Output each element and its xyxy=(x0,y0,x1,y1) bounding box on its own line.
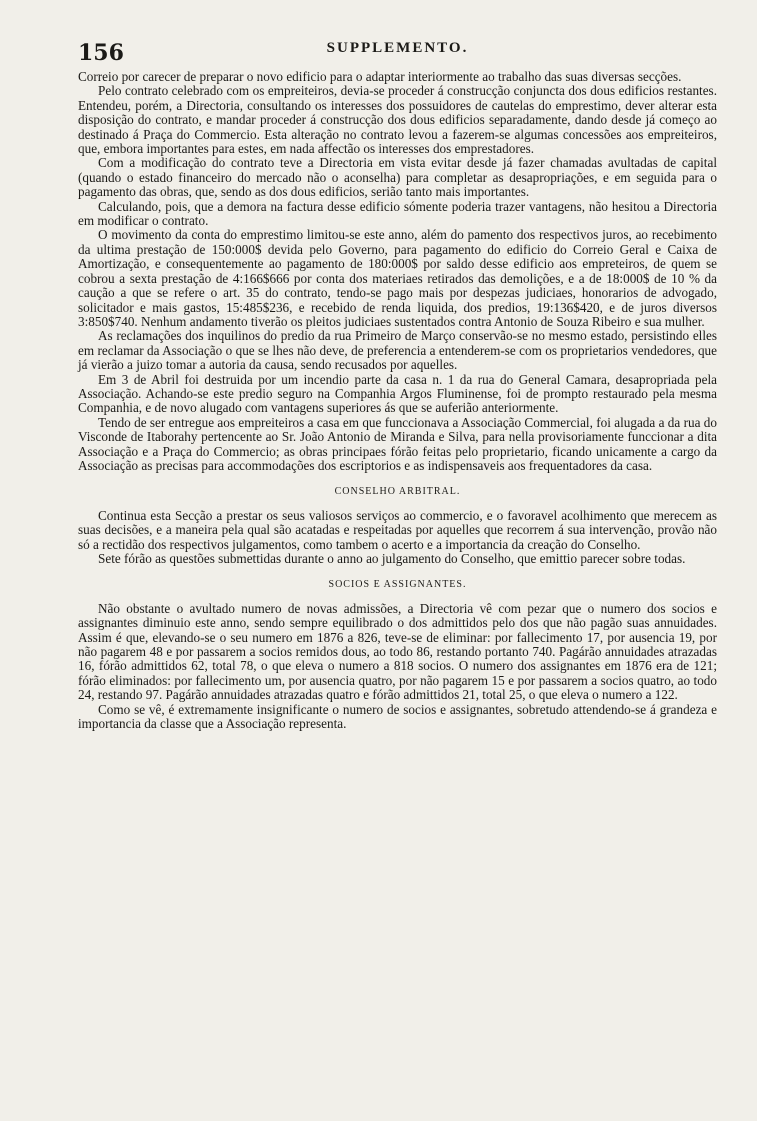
paragraph: Não obstante o avultado numero de novas admissões, a Directoria vê com pezar que o numero dos socios e assignantes diminuio este anno, sendo sempre equilibrado o dos admittidos pelo dos que não pagão suas annuidades. Assim é que, elevando-se o seu numero em 1876 a 826, teve-se de eliminar: por fallecimento 17, por ausencia 19, por não pagarem 48 e por passarem a socios remidos dous, ao todo 86, restando portanto 740. Pagárão annuidades atrazadas 16, fórão admittidos 62, total 78, o que eleva o numero a 818 socios. O numero dos assignantes em 1876 era de 121; fórão eliminados: por fallecimento um, por ausencia quatro, por não pagarem 15 e por passarem a socios quatro, ao todo 24, restando 97. Pagárão annuidades atrazadas quatro e fórão admittidos 21, total 25, o que eleva o numero a 122. xyxy=(78,600,717,703)
paragraph: Pelo contrato celebrado com os empreiteiros, devia-se proceder á construcção conjuncta dos dous edificios restantes. Entendeu, porém, a Directoria, consultando os interesses dos possuidores de cautelas do emprestimo, dever alterar esta disposição do contrato, e mandar proceder á construcção dos dous edificios separadamente, dando desde já começo ao destinado á Praça do Commercio. Esta alteração no contrato levou a fazerem-se algumas concessões aos empreiteiros, que, embora importantes para estes, em nada affectão os interesses dos emprestadores. xyxy=(78,83,717,157)
paragraph: Como se vê, é extremamente insignificante o numero de socios e assignantes, sobretudo attendendo-se á grandeza e importancia da classe que a Associação representa. xyxy=(78,701,717,732)
page-body xyxy=(78,70,717,731)
page-number: 156 xyxy=(78,40,124,66)
page-header xyxy=(78,40,717,70)
paragraph: Com a modificação do contrato teve a Directoria em vista evitar desde já fazer chamadas avultadas de capital (quando o estado financeiro do mercado não o aconselha) para completar as desapropriações, e em seguida para o pagamento das obras, que, sendo as dos dous edificios, serião tanto mais importantes. xyxy=(78,155,717,200)
section-title-conselho-arbitral: CONSELHO ARBITRAL. xyxy=(334,486,461,498)
section-title-socios-e-assignantes: SOCIOS E ASSIGNANTES. xyxy=(328,579,467,591)
paragraph: O movimento da conta do emprestimo limitou-se este anno, além do pamento dos respectivos juros, ao recebimento da ultima prestação de 150:000$ devida pelo Governo, para pagamento do edificio do Correio Geral e Caixa de Amortização, e consequentemente ao pagamento de 180:000$ por saldo desse edificio aos empreteiros, de quem se cobrou a sexta prestação de 4:166$666 por conta dos materiaes retirados das demolições, e a de 18:000$ de 10 % da caução a que se refere o art. 35 do contrato, tendo-se pago mais por despezas judiciaes, honorarios de advogado, solicitador e mais gastos, 15:485$236, e recebido de renda liquida, dos predios, 19:136$420, e de juros diversos 3:850$740. Nenhum andamento tiverão os pleitos judiciaes sustentados contra Antonio de Souza Ribeiro e sua mulher. xyxy=(78,227,717,329)
paragraph: Correio por carecer de preparar o novo edificio para o adaptar interiormente ao trabalho das suas diversas secções. xyxy=(78,69,682,84)
paragraph: Sete fórão as questões submettidas durante o anno ao julgamento do Conselho, que emittio parecer sobre todas. xyxy=(98,551,686,566)
paragraph: Calculando, pois, que a demora na factura desse edificio sómente poderia trazer vantagens, não hesitou a Directoria em modificar o contrato. xyxy=(78,198,717,229)
paragraph: Tendo de ser entregue aos empreiteiros a casa em que funccionava a Associação Commercial, foi alugada a da rua do Visconde de Itaborahy pertencente ao Sr. João Antonio de Miranda e Silva, para nella provisoriamente funccionar a dita Associação e a Praça do Commercio; as obras principaes fórão feitas pelo proprietario, ficando unicamente a cargo da Associação as precisas para accommodações dos escriptorios e as indispensaveis aos frequentadores da casa. xyxy=(78,414,717,473)
running-title: SUPPLEMENTO. xyxy=(326,40,469,56)
paragraph: Continua esta Secção a prestar os seus valiosos serviços ao commercio, e o favoravel acolhimento que merecem as suas decisões, e a maneira pela qual são acatadas e respeitadas por aquelles que recorrem á sua intervenção, provão não só a rectidão dos respectivos julgamentos, como tambem o acerto e a importancia da creação do Conselho. xyxy=(78,507,717,552)
paragraph: Em 3 de Abril foi destruida por um incendio parte da casa n. 1 da rua do General Camara, desapropriada pela Associação. Achando-se este predio seguro na Companhia Argos Fluminense, foi de prompto restaurado pela mesma Companhia, e de novo alugado com vantagens superiores ás que se auferião anteriormente. xyxy=(78,371,717,416)
paragraph: As reclamações dos inquilinos do predio da rua Primeiro de Março conservão-se no mesmo estado, persistindo elles em reclamar da Associação o que se lhes não deve, de preferencia a entenderem-se com os proprietarios vendedores, que já vierão a juizo tomar a autoria da causa, sendo recusados por aquelles. xyxy=(78,328,717,373)
